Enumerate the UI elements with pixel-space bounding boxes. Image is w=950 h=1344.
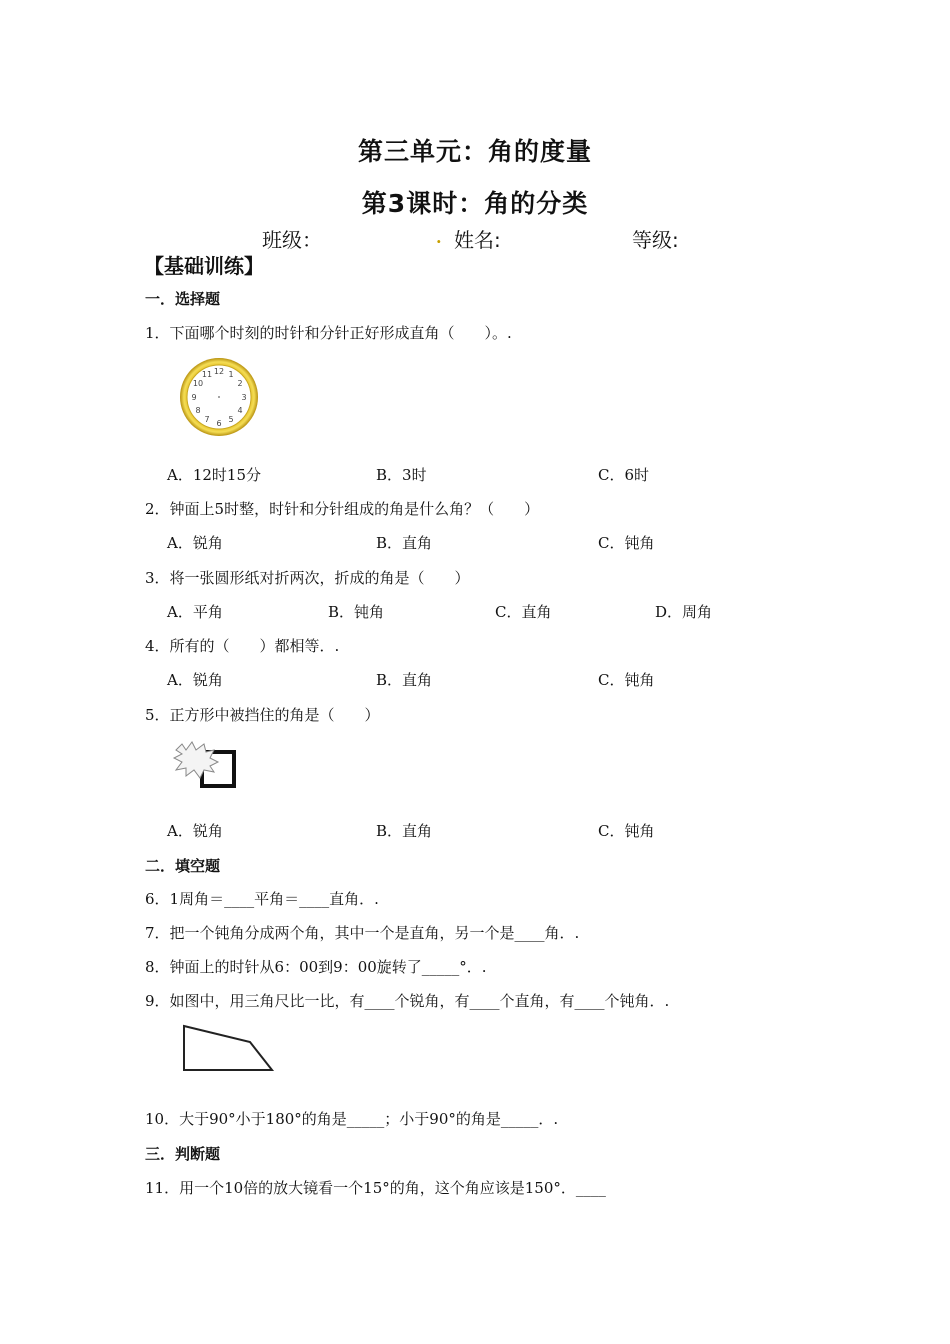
clock-number: 9	[191, 393, 197, 402]
clock-number: 8	[195, 406, 201, 415]
clock-number: 6	[216, 419, 222, 428]
clock-number: 2	[237, 379, 243, 388]
question-1: 1．下面哪个时刻的时针和分针正好形成直角（ ）。.	[145, 324, 512, 342]
question-11: 11．用一个10倍的放大镜看一个15°的角，这个角应该是150°．____	[145, 1179, 606, 1197]
q1-option-a: A．12时15分	[167, 466, 262, 484]
question-3: 3．将一张圆形纸对折两次，折成的角是（ ）	[145, 569, 470, 587]
part3-heading: 三．判断题	[145, 1145, 221, 1163]
question-6: 6．1周角＝____平角＝____直角．.	[145, 890, 379, 908]
quadrilateral-shape	[184, 1026, 272, 1070]
section-title: 【基础训练】	[144, 254, 264, 278]
clock-number: 3	[241, 393, 247, 402]
covered-square-image	[172, 738, 252, 798]
question-8: 8．钟面上的时针从6：00到9：00旋转了_____°．.	[145, 958, 487, 976]
clock-center	[218, 396, 220, 398]
q1-option-c: C．6时	[598, 466, 650, 484]
page-subtitle: 第3课时：角的分类	[361, 189, 589, 218]
clock-number: 10	[192, 379, 204, 388]
q5-option-a: A．锐角	[167, 822, 223, 840]
clock-number: 7	[204, 415, 210, 424]
q1-option-b: B．3时	[376, 466, 427, 484]
q5-option-c: C．钝角	[598, 822, 655, 840]
separator-dot: .	[436, 228, 442, 247]
q3-option-b: B．钝角	[328, 603, 385, 621]
q4-option-a: A．锐角	[167, 671, 223, 689]
grade-label: 等级:	[632, 228, 679, 252]
question-5: 5．正方形中被挡住的角是（ ）	[145, 706, 380, 724]
part2-heading: 二．填空题	[145, 857, 221, 875]
q5-option-b: B．直角	[376, 822, 433, 840]
clock-number: 4	[237, 406, 243, 415]
class-label: 班级：	[262, 228, 322, 252]
clock-number: 5	[228, 415, 234, 424]
clock-number: 12	[213, 367, 225, 376]
page-title: 第三单元：角的度量	[357, 137, 592, 166]
name-label: 姓名:	[454, 228, 501, 252]
part1-heading: 一．选择题	[145, 290, 221, 308]
q3-option-a: A．平角	[167, 603, 223, 621]
q4-option-b: B．直角	[376, 671, 433, 689]
q2-option-a: A．锐角	[167, 534, 223, 552]
q2-option-b: B．直角	[376, 534, 433, 552]
question-9: 9．如图中，用三角尺比一比，有____个锐角，有____个直角，有____个钝角．.	[145, 992, 670, 1010]
q2-option-c: C．钝角	[598, 534, 655, 552]
question-7: 7．把一个钝角分成两个角，其中一个是直角，另一个是____角．.	[145, 924, 580, 942]
cover-blob	[174, 742, 218, 778]
q4-option-c: C．钝角	[598, 671, 655, 689]
question-2: 2．钟面上5时整，时针和分针组成的角是什么角？（ ）	[145, 500, 540, 518]
clock-number: 11	[201, 370, 213, 379]
clock-image	[178, 356, 262, 440]
clock-number: 1	[228, 370, 234, 379]
question-4: 4．所有的（ ）都相等．.	[145, 637, 340, 655]
q3-option-d: D．周角	[655, 603, 713, 621]
q3-option-c: C．直角	[495, 603, 552, 621]
quadrilateral-image	[178, 1022, 278, 1078]
question-10: 10．大于90°小于180°的角是_____；小于90°的角是_____．.	[145, 1110, 559, 1128]
